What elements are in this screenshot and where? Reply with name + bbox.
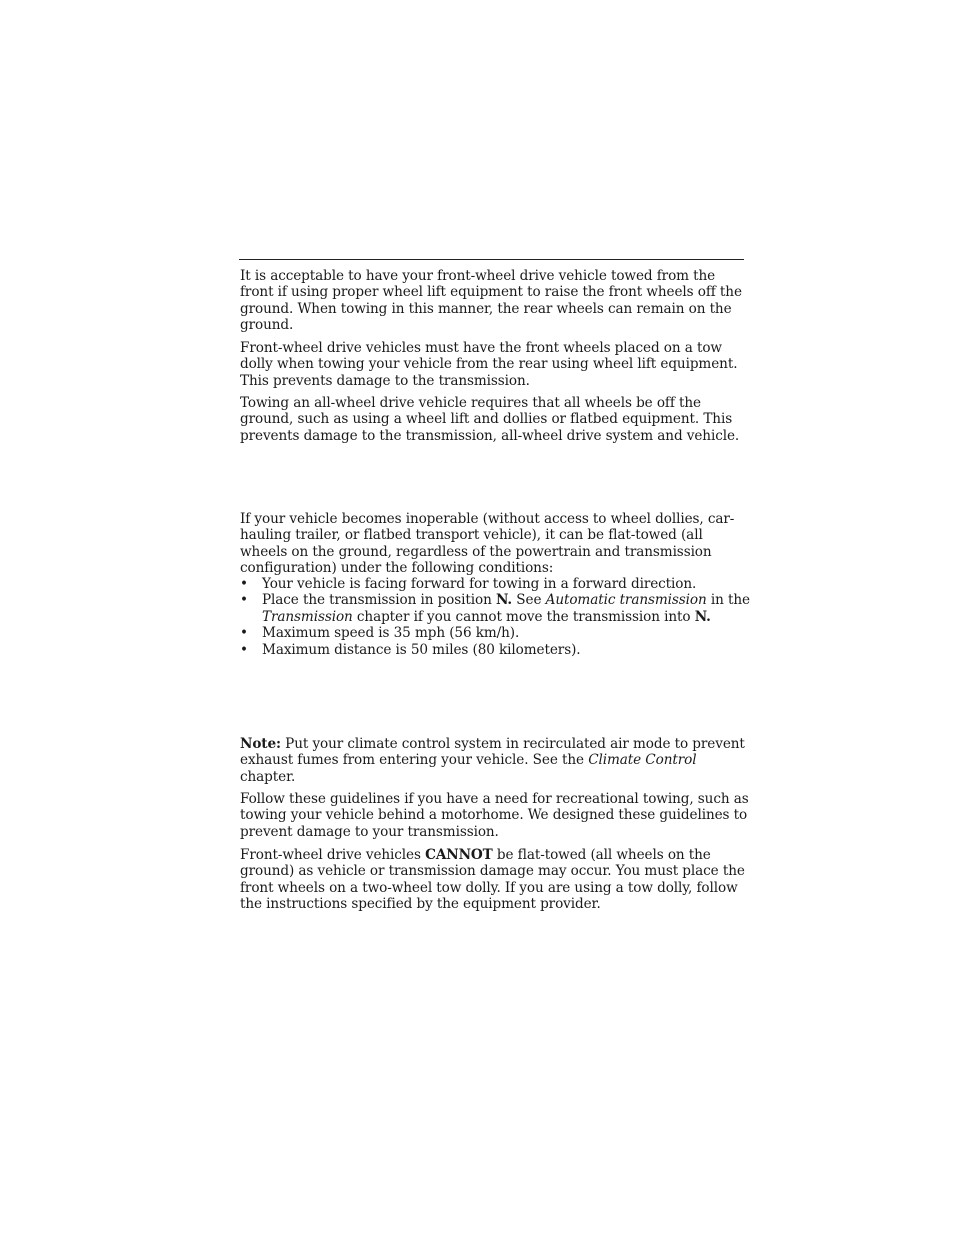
paragraph-text: Front-wheel drive vehicles: [240, 847, 426, 863]
cannot-bold: CANNOT: [425, 847, 493, 863]
list-item-text: chapter if you cannot move the transmission into: [352, 608, 695, 625]
list-item: [240, 592, 750, 625]
section-divider: [239, 259, 744, 260]
list-item-text: in the: [706, 592, 750, 609]
paragraph-tow-dolly-rear: Front-wheel drive vehicles must have the front wheels placed on a tow dolly when towing your vehicle from the rear using wheel lift equipment. This prevents damage to the transmission.: [240, 340, 738, 389]
climate-control-reference: Climate Control: [588, 752, 697, 769]
paragraph-cannot-flat-tow: [240, 847, 750, 913]
bullet-icon: •: [240, 641, 248, 658]
note-tail: chapter.: [240, 768, 296, 785]
list-item: [240, 642, 750, 658]
bullet-icon: •: [240, 625, 248, 642]
paragraph-front-wheel-lift: It is acceptable to have your front-wheel drive vehicle towed from the front if using proper wheel lift equipment to raise the front wheels off the ground. When towing in this manner, the rear wheels can remain on the ground.: [240, 268, 742, 334]
list-item-text: Place the transmission in position: [262, 592, 496, 609]
position-n-bold: N.: [495, 592, 513, 609]
flat-tow-conditions-list: [240, 576, 750, 658]
list-item-text: Your vehicle is facing forward for towing in a forward direction.: [262, 576, 697, 592]
position-n-bold: N.: [694, 608, 711, 625]
list-item-text: See: [512, 592, 546, 609]
list-item-text: Maximum distance is 50 miles (80 kilometers).: [262, 641, 581, 658]
bullet-icon: •: [240, 592, 248, 609]
note-paragraph: [240, 736, 750, 785]
paragraph-text: be flat-towed (all wheels on the ground) as vehicle or transmission damage may occur. You must place the front wheels on a two-wheel tow dolly. If you are using a tow dolly, follow the instructions specified by the equipment provider.: [240, 847, 745, 913]
list-item: [240, 576, 750, 592]
note-label: Note:: [240, 736, 281, 752]
transmission-chapter-reference: Transmission: [262, 608, 353, 625]
paragraph-inoperable-vehicle: If your vehicle becomes inoperable (without access to wheel dollies, car-hauling trailer, or flatbed transport vehicle), it can be flat-towed (all wheels on the ground, regardless of the powertrain and transmission configuration) under the following conditions:: [240, 511, 735, 577]
note-text: Put your climate control system in recirculated air mode to prevent exhaust fumes from entering your vehicle. See the: [240, 736, 745, 769]
paragraph-recreational-towing: Follow these guidelines if you have a need for recreational towing, such as towing your vehicle behind a motorhome. We designed these guidelines to prevent damage to your transmission.: [240, 791, 749, 840]
list-item: [240, 625, 750, 641]
bullet-icon: •: [240, 576, 248, 592]
paragraph-all-wheel-drive: Towing an all-wheel drive vehicle requires that all wheels be off the ground, such as using a wheel lift and dollies or flatbed equipment. This prevents damage to the transmission, all-wheel drive system and vehicle.: [240, 395, 740, 444]
automatic-transmission-reference: Automatic transmission: [545, 592, 707, 609]
list-item-text: Maximum speed is 35 mph (56 km/h).: [262, 625, 520, 642]
